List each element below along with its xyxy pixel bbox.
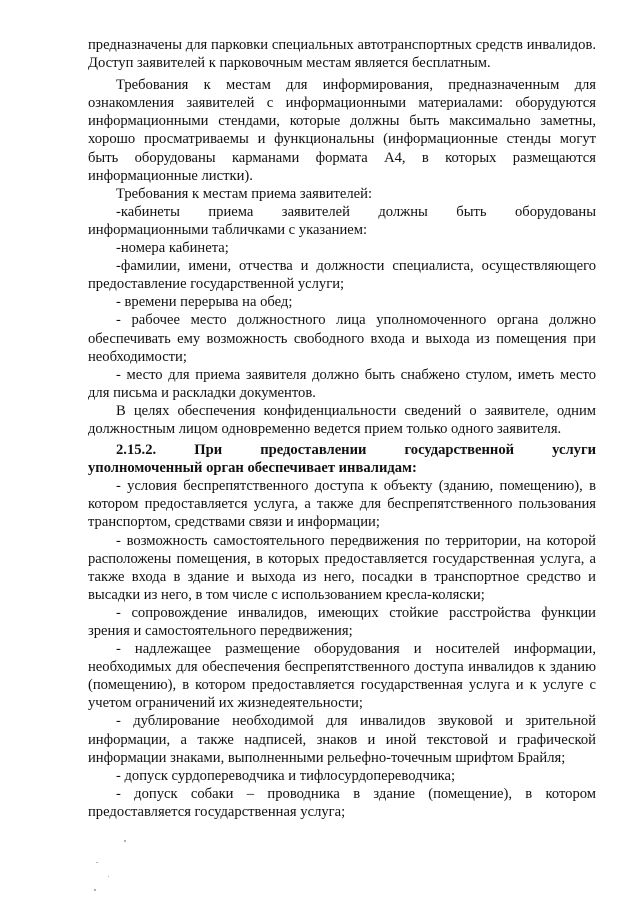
list-item-specialist-name: -фамилии, имени, отчества и должности специалиста, осуществляющего предоставление государственной услуги; <box>88 258 596 293</box>
list-item-sign-interpreter: - допуск сурдопереводчика и тифлосурдопереводчика; <box>116 767 456 784</box>
section-heading-2-15-2: 2.15.2. При предоставлении государственной услуги <box>116 442 596 459</box>
document-body <box>88 36 596 821</box>
list-item-guide-dog: - допуск собаки – проводника в здание (помещение), в котором предоставляется государственная услуга; <box>88 785 596 820</box>
list-item-workplace: - рабочее место должностного лица уполномоченного органа должно обеспечивать ему возможность свободного входа и выхода из помещения при необходимости; <box>88 312 596 365</box>
list-item-office-number: -номера кабинета; <box>116 240 229 257</box>
list-item-escort: - сопровождение инвалидов, имеющих стойкие расстройства функции зрения и самостоятельного передвижения; <box>88 604 596 639</box>
list-item-lunch-break: - времени перерыва на обед; <box>116 294 293 311</box>
scan-speck <box>94 889 96 891</box>
paragraph-parking-continuation: предназначены для парковки специальных автотранспортных средств инвалидов. Доступ заявителей к парковочным местам является бесплатным. <box>88 37 596 72</box>
list-item-reception-seat: - место для приема заявителя должно быть снабжено стулом, иметь место для письма и раскладки документов. <box>88 366 596 401</box>
paragraph-reception-requirements: Требования к местам приема заявителей: <box>116 185 373 202</box>
list-item-office-signs: -кабинеты приема заявителей должны быть оборудованы информационными табличками с указанием: <box>88 203 596 238</box>
list-item-access-conditions: - условия беспрепятственного доступа к объекту (зданию, помещению), в котором предоставляется услуга, а также для беспрепятственного пользования транспортом, средствами связи и информации; <box>88 478 596 531</box>
scan-speck <box>96 862 98 863</box>
list-item-independent-movement: - возможность самостоятельного передвижения по территории, на которой расположены помещения, в которых предоставляется государственная услуга, а также входа в здание и выхода из него, посадки в транспортное средство и высадки из него, в том числе с использованием кресла-коляски; <box>88 532 596 603</box>
list-item-braille-duplication: - дублирование необходимой для инвалидов звуковой и зрительной информации, а также надписей, знаков и иной текстовой и графической информации знаками, выполненными рельефно-точечным шрифтом Брайля; <box>88 713 596 766</box>
scan-speck <box>108 876 109 877</box>
paragraph-information-places: Требования к местам для информирования, предназначенным для ознакомления заявителей с информационными материалами: оборудуются информационными стендами, которые должны быть максимально заметны, хорошо просматриваемы и функциональны (информационные стенды могут быть оборудованы карманами формата А4, в которых размещаются информационные листки). <box>88 77 596 184</box>
scan-speck <box>124 840 126 842</box>
paragraph-confidentiality: В целях обеспечения конфиденциальности сведений о заявителе, одним должностным лицом одновременно ведется прием только одного заявителя. <box>88 402 596 437</box>
section-heading-2-15-2-continued: уполномоченный орган обеспечивает инвалидам: <box>88 460 417 477</box>
list-item-equipment-placement: - надлежащее размещение оборудования и носителей информации, необходимых для обеспечения беспрепятственного доступа инвалидов к зданию (помещению), в котором предоставляется государственная услуга и к услуге с учетом ограничений их жизнедеятельности; <box>88 641 596 712</box>
